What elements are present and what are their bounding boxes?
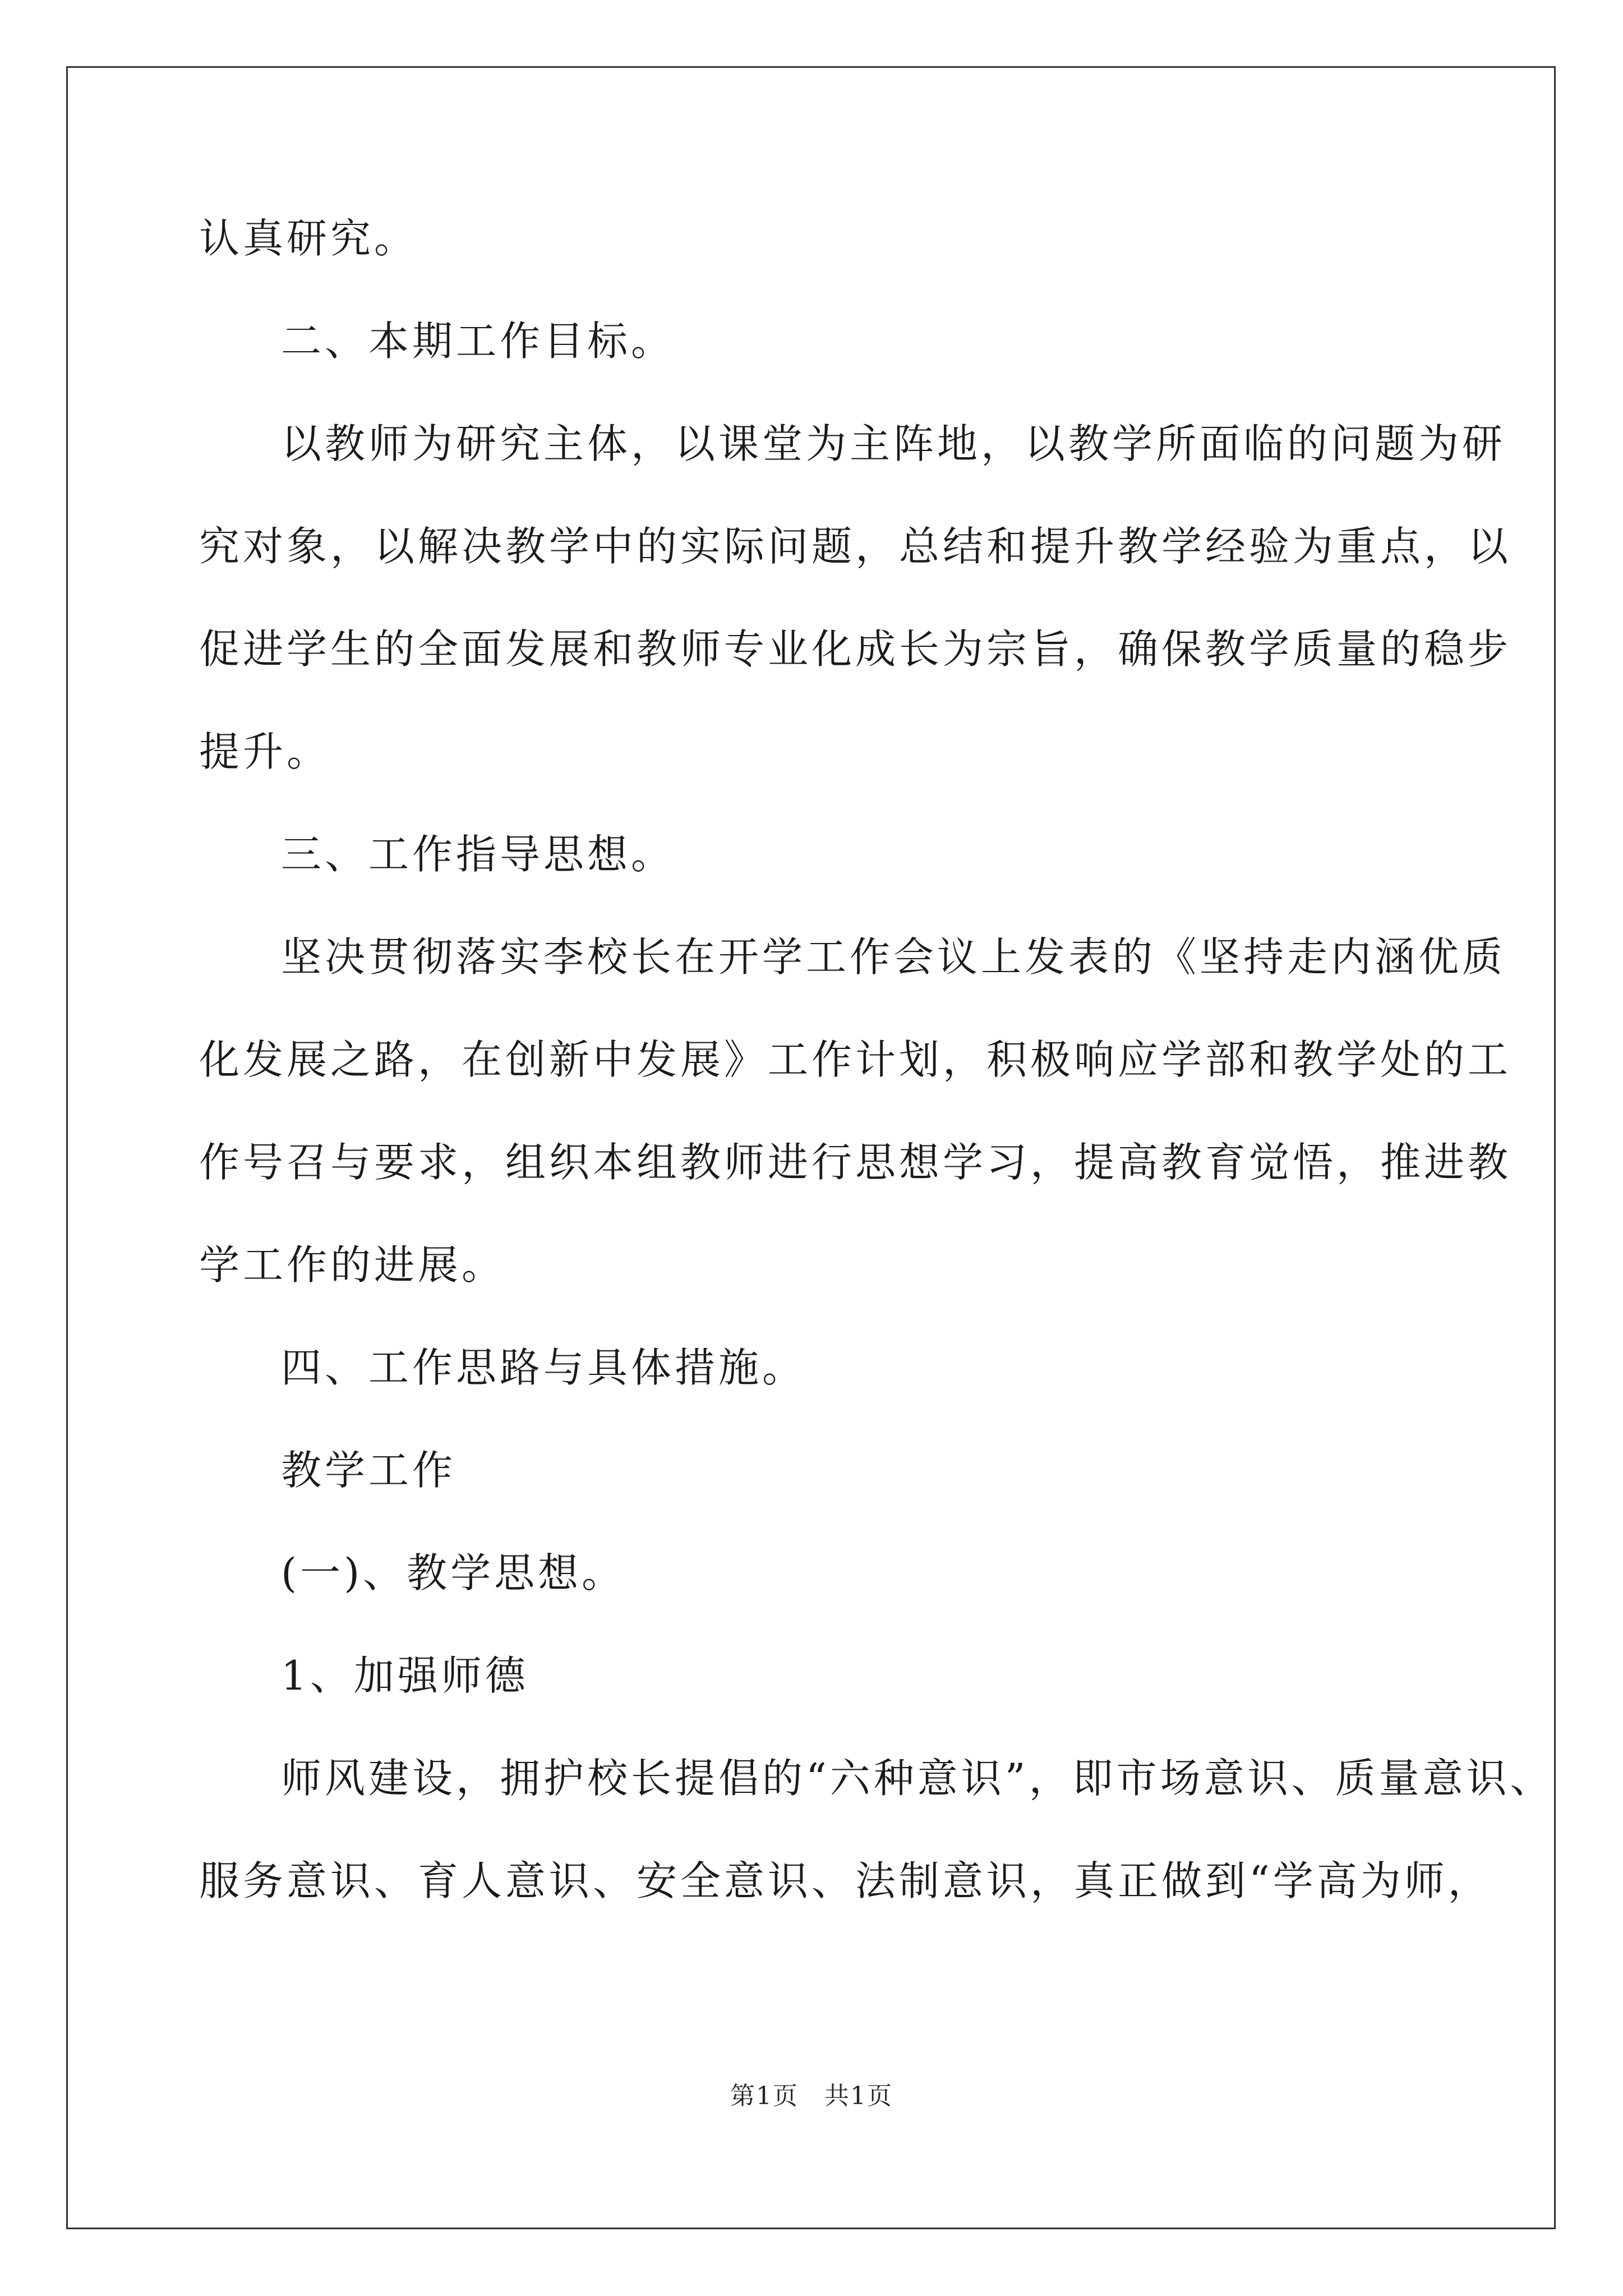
paragraph-line: 服务意识、育人意识、安全意识、法制意识，真正做到“学高为师， bbox=[199, 1857, 1492, 1904]
item-heading: 1、加强师德 bbox=[281, 1652, 529, 1699]
paragraph-line: 促进学生的全面发展和教师专业化成长为宗旨，确保教学质量的稳步 bbox=[199, 625, 1512, 673]
paragraph-line: 化发展之路，在创新中发展》工作计划，积极响应学部和教学处的工 bbox=[199, 1036, 1512, 1083]
paragraph-line: 学工作的进展。 bbox=[199, 1241, 506, 1289]
paragraph-line: 作号召与要求，组织本组教师进行思想学习，提高教育觉悟，推进教 bbox=[199, 1139, 1512, 1186]
section-heading: 四、工作思路与具体措施。 bbox=[281, 1344, 806, 1391]
paragraph-line: 提升。 bbox=[199, 728, 331, 775]
paragraph-line: 坚决贯彻落实李校长在开学工作会议上发表的《坚持走内涵优质 bbox=[281, 933, 1506, 981]
paragraph-line: 认真研究。 bbox=[199, 215, 418, 262]
page-number-footer: 第1页 共1页 bbox=[730, 2082, 893, 2110]
section-heading: 三、工作指导思想。 bbox=[281, 831, 675, 878]
subsection-heading: (一)、教学思想。 bbox=[281, 1549, 626, 1596]
section-heading: 二、本期工作目标。 bbox=[281, 318, 675, 365]
subsection-heading: 教学工作 bbox=[281, 1447, 457, 1494]
paragraph-line: 究对象，以解决教学中的实际问题，总结和提升教学经验为重点，以 bbox=[199, 523, 1512, 570]
paragraph-line: 以教师为研究主体，以课堂为主阵地，以教学所面临的问题为研 bbox=[281, 420, 1506, 467]
paragraph-line: 师风建设，拥护校长提倡的“六种意识”，即市场意识、质量意识、 bbox=[281, 1755, 1554, 1802]
